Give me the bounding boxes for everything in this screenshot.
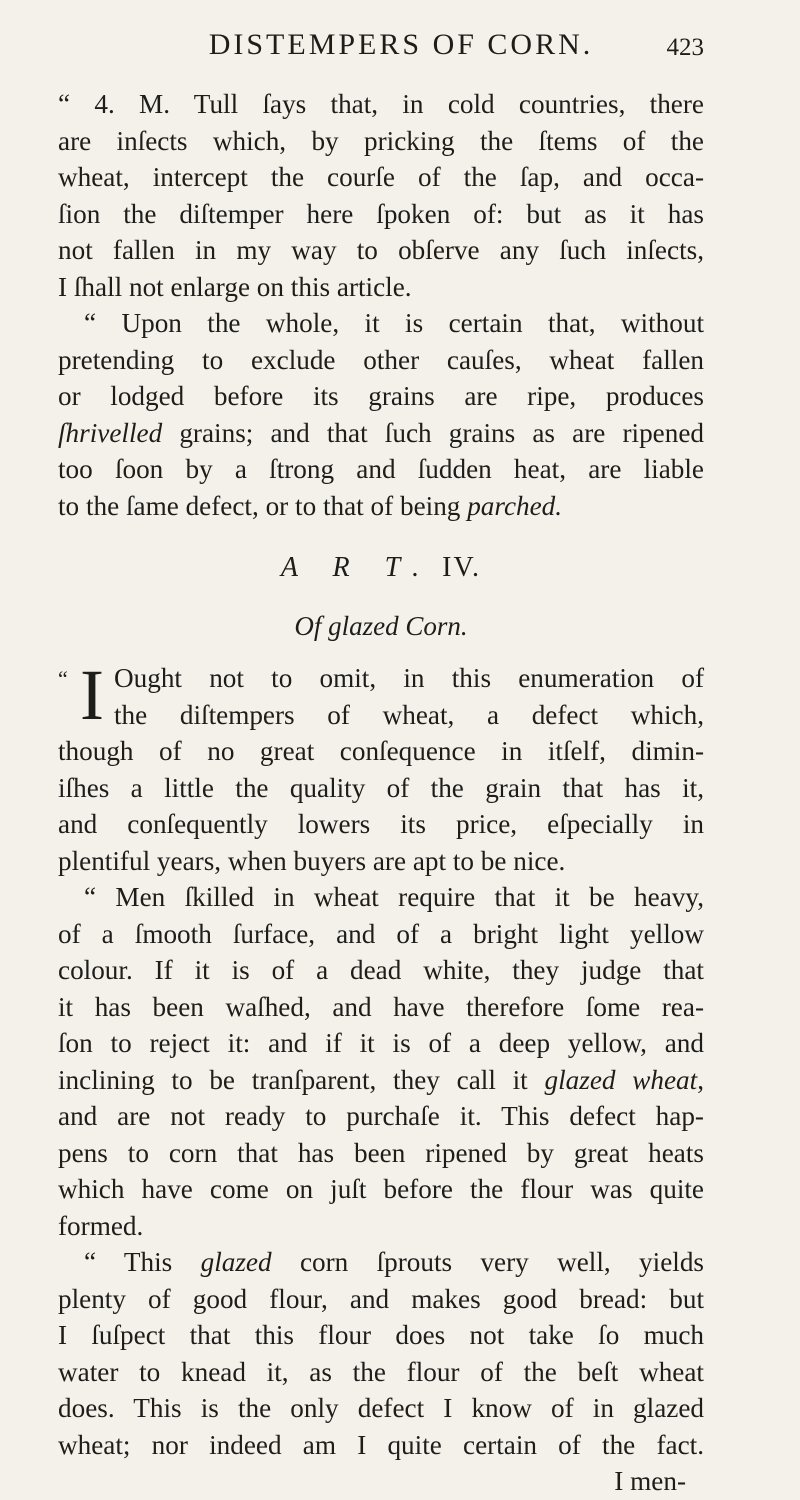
text-line [58, 1062, 704, 1099]
text-line: plentiful years, when buyers are apt to be nice. [58, 845, 566, 876]
article-heading [58, 550, 704, 586]
running-title: DISTEMPERS OF CORN. [208, 28, 594, 61]
text-line: formed. [58, 1210, 144, 1241]
text-run: grains; and that ſuch grains as are ripened [162, 417, 704, 448]
text-line: or lodged before its grains are ripe, produces [58, 381, 704, 411]
text-line: are inſects which, by pricking the ſtems of the [58, 125, 704, 156]
paragraph-glazed-intro [58, 655, 704, 879]
italic-term: glazed [200, 1247, 272, 1277]
drop-cap: I [80, 655, 104, 735]
text-line: I ſhall not enlarge on this article. [58, 271, 412, 302]
text-line: pretending to exclude other cauſes, wheat fallen [58, 344, 704, 375]
text-run: “ This [84, 1247, 201, 1277]
open-quote: “ [58, 666, 68, 691]
text-line: water to knead it, as the flour of the beſt wheat [58, 1356, 704, 1387]
text-line: it has been waſhed, and have therefore ſome rea- [58, 991, 704, 1022]
text-line: plenty of good flour, and makes good bread: but [58, 1283, 704, 1314]
text-line: ſon to reject it: and if it is of a deep yellow, and [58, 1028, 704, 1058]
running-head [58, 0, 704, 86]
catchword: I men- [614, 1466, 686, 1496]
text-line: I ſuſpect that this flour does not take ſo much [58, 1320, 704, 1350]
italic-term: parched. [467, 490, 563, 521]
paragraph-men-skilled [58, 879, 704, 1244]
text-line: and conſequently lowers its price, eſpecially in [58, 809, 704, 839]
text-run: corn ſprouts very well, yields [271, 1247, 704, 1277]
text-line [58, 488, 704, 525]
text-line: Ought not to omit, in this enumeration of [114, 663, 704, 693]
paragraph-insects [58, 86, 704, 305]
paragraph-upon-the-whole [58, 305, 704, 524]
text-line: “ Men ſkilled in wheat require that it be heavy, [84, 882, 704, 912]
text-run: to the ſame defect, or to that of being [58, 490, 468, 521]
article-title: Of glazed Corn. [294, 611, 468, 641]
paragraph-glazed-sprouts [58, 1244, 704, 1500]
text-line: wheat, intercept the courſe of the ſap, and occa- [58, 162, 704, 192]
text-line: “ 4. M. Tull ſays that, in cold countries, there [58, 89, 704, 119]
italic-term: glazed wheat [544, 1064, 698, 1095]
text-line: which have come on juſt before the flour was quite [58, 1174, 704, 1204]
text-line: ſion the diſtemper here ſpoken of: but as it has [58, 198, 704, 229]
text-line: of a ſmooth ſurface, and of a bright light yellow [58, 918, 704, 949]
text-line [58, 415, 704, 452]
text-line: not fallen in my way to obſerve any ſuch inſects, [58, 235, 704, 265]
text-line: wheat; nor indeed am I quite certain of the fact. [58, 1429, 704, 1460]
text-line: pens to corn that has been ripened by great heats [58, 1137, 704, 1168]
text-line: “ Upon the whole, it is certain that, without [84, 308, 704, 338]
text-line: too ſoon by a ſtrong and ſudden heat, are liable [58, 454, 704, 484]
text-line: though of no great conſequence in itſelf, dimin- [58, 736, 704, 766]
page-number: 423 [666, 34, 704, 61]
text-run: , [697, 1064, 704, 1095]
article-number: IV. [442, 552, 482, 583]
text-run: inclining to be tranſparent, they call it [58, 1064, 545, 1095]
text-line: and are not ready to purchaſe it. This defect hap- [58, 1101, 704, 1131]
dropcap-block [58, 655, 704, 735]
text-line [58, 1244, 704, 1281]
article-label: A R T. [280, 552, 434, 583]
text-line: the diſtempers of wheat, a defect which, [114, 699, 704, 730]
text-line: does. This is the only defect I know of in glazed [58, 1393, 704, 1423]
text-line: iſhes a little the quality of the grain that has it, [58, 772, 704, 803]
text-line: colour. If it is of a dead white, they judge that [58, 955, 704, 985]
italic-term: ſhrivelled [58, 417, 163, 448]
